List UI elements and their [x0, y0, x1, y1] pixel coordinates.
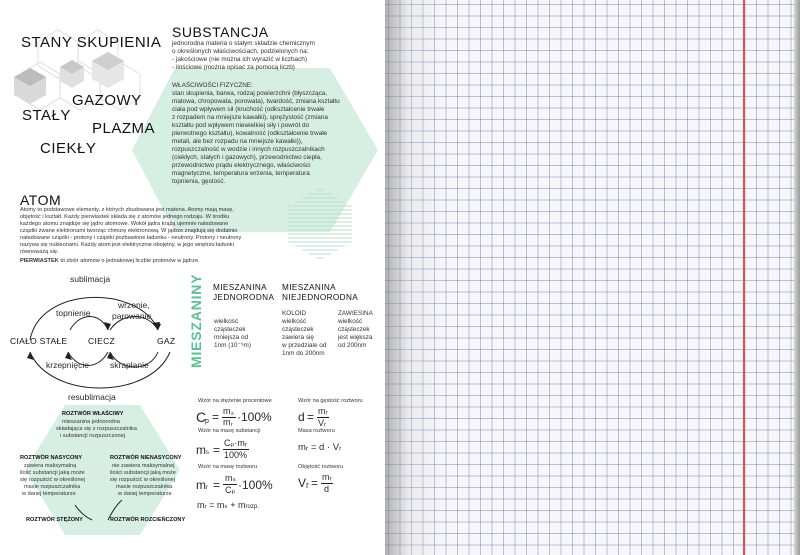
mr-numerator: mₛ: [225, 473, 236, 483]
cp-denominator-sub: r: [231, 422, 233, 428]
atom-line-6: nazywa się nukleonami. Każdy atom jest elektrycznie obojętny, w jego wnętrzu ładunki: [20, 242, 234, 248]
formula-masa-roztworu: [196, 472, 296, 498]
formula-objetosc: [298, 472, 358, 496]
zawiesina-line-5: od 200nm: [338, 342, 367, 349]
label-gaz: GAZ: [157, 336, 176, 346]
formula-4-label: Wzór na gęstość roztworu: [298, 398, 363, 404]
niejednorodna-title-2: NIEJEDNORODNA: [282, 293, 359, 302]
d-equals: =: [307, 410, 315, 424]
vr-denominator: d: [324, 484, 330, 494]
pierwiastek-label: PIERWIASTEK: [20, 258, 59, 264]
ms-equals: =: [213, 443, 221, 457]
formula-mr-sum: [197, 500, 259, 511]
wlasciwy-title: ROZTWÓR WŁAŚCIWY: [62, 411, 124, 417]
wlasciwosci-title: WŁAŚCIWOŚCI FIZYCZNE:: [172, 82, 253, 89]
label-skraplanie: skraplanie: [110, 360, 149, 370]
mr-sum-sub: rozp.: [245, 504, 259, 510]
cp-symbol: C: [196, 409, 207, 425]
cp-percent: ·100%: [237, 410, 272, 424]
jednorodna-desc-4: 1nm (10⁻⁹m): [214, 342, 252, 349]
substancja-line-2: o określonych właściwościach, podzielonych na:: [172, 48, 309, 55]
label-wrzenie: wrzenie,: [118, 300, 150, 310]
koloid-line-5: w przedziale od: [282, 342, 327, 349]
ms-denominator: 100%: [224, 450, 248, 460]
atom-line-7: równoważą się.: [20, 249, 59, 255]
formula-mr-dv: mᵣ = d · Vᵣ: [298, 442, 342, 453]
koloid-line-6: 1nm do 200nm: [282, 350, 325, 357]
ms-symbol: m: [196, 443, 206, 457]
zawiesina-line-1: ZAWIESINA: [338, 310, 373, 317]
nienasycony-line-1: nie zawiera maksymalnej: [112, 463, 175, 469]
vr-symbol: Vᵣ: [298, 476, 309, 490]
state-gazowy: GAZOWY: [72, 92, 142, 109]
formula-2-label: Wzór na masę substancji: [198, 428, 261, 434]
pierwiastek-definition: [20, 258, 200, 265]
label-topnienie: topnienie: [56, 308, 91, 318]
mr-equals: =: [213, 478, 221, 492]
formula-masa-substancji: [196, 437, 296, 463]
koloid-line-3: cząsteczek: [282, 326, 314, 333]
states-title: STANY SKUPIENIA: [21, 34, 162, 51]
wlasciwosci-line-12: topnienia, gęstość.: [172, 178, 226, 185]
atom-line-4: cząstki zwane elektronami tworząc chmurę elektronową. W jądrze znajdują się dodatnio: [20, 228, 238, 234]
pierwiastek-text: to zbiór atomów o jednakowej liczbie protonów w jądrze.: [60, 258, 200, 264]
koloid-line-4: zawiera się: [282, 334, 314, 341]
substancja-title: SUBSTANCJA: [172, 24, 269, 40]
mr-symbol: m: [196, 478, 206, 492]
wlasciwosci-line-8: rozpuszczalność w wodzie i innych rozpuszczalnikach: [172, 146, 325, 153]
wlasciwy-line-2: składająca się z rozpuszczalnika: [56, 426, 137, 432]
page-edge: [794, 0, 800, 555]
label-sublimacja: sublimacja: [70, 274, 111, 284]
atom-title: ATOM: [20, 192, 62, 208]
atom-line-2: objętość i kształt. Każdy pierwiastek składa się z atomów jednego rodzaju. W środku: [20, 214, 230, 220]
nienasycony-line-4: masie rozpuszczalnika: [116, 484, 173, 490]
wlasciwosci-line-10: przewodnictwo prądu elektrycznego, właściwości: [172, 162, 311, 169]
cp-numerator-sub: s: [231, 411, 234, 417]
wlasciwosci-line-6: pierwotnego kształtu), kowalność (odkształcenie trwałe: [172, 130, 328, 137]
mieszaniny-vertical-title: MIESZANINY: [188, 273, 204, 368]
state-ciekly: CIEKŁY: [40, 140, 97, 157]
jednorodna-desc-3: mniejsza od: [214, 334, 249, 341]
nasycony-title: ROZTWÓR NASYCONY: [20, 455, 83, 461]
jednorodna-title-2: JEDNORODNA: [213, 293, 275, 302]
vr-numerator: mᵣ: [322, 472, 332, 482]
label-parowanie: parowanie: [112, 311, 152, 321]
zawiesina-line-2: wielkość: [338, 318, 363, 325]
nienasycony-line-5: w danej temperaturze: [118, 491, 172, 497]
cp-denominator: m: [223, 417, 231, 427]
label-resublimacja: resublimacja: [68, 392, 116, 402]
ms-subscript: s: [206, 450, 209, 456]
formula-1-label: Wzór na stężenie procentowe: [198, 398, 272, 404]
stezony-label: ROZTWÓR STĘŻONY: [26, 517, 83, 523]
label-ciecz: CIECZ: [88, 336, 115, 346]
wlasciwosci-line-5: kształtu pod wpływem niewielkiej siły i powrót do: [172, 122, 310, 129]
wlasciwy-line-3: i substancji rozpuszczonej: [60, 433, 125, 439]
ms-numerator: Cₚ·mᵣ: [224, 438, 248, 448]
niejednorodna-title-1: MIESZANINA: [282, 283, 337, 292]
atom-line-5: naładowane cząstki - protony i cząstki pozbawione ładunku - neutrony. Protony i neutrony: [20, 235, 242, 241]
wlasciwosci-line-9: (ciekłych, stałych i gazowych), przewodnictwo ciepła,: [172, 154, 322, 161]
vr-equals: =: [311, 476, 319, 490]
wlasciwosci-line-4: z rozpadem na mniejsze kawałki), sprężystość (zmiana: [172, 114, 328, 121]
koloid-line-1: KOLOID: [282, 310, 307, 317]
d-symbol: d: [298, 410, 305, 424]
wlasciwosci-line-7: metali, ale bez rozpadu na mniejsze kawałki)),: [172, 138, 303, 145]
label-krzepniecie: krzepnięcie: [46, 360, 89, 370]
cp-subscript: p: [205, 418, 209, 425]
nasycony-line-2: ilość substancji jaką może: [20, 470, 85, 476]
state-staly: STAŁY: [22, 107, 71, 124]
atom-line-3: każdego atomu znajduje się jądro atomowe. Wokół jądra krążą ujemnie naładowane: [20, 221, 229, 227]
mr-denominator: Cₚ: [225, 485, 236, 495]
formula-6-label: Objętość roztworu: [298, 464, 344, 470]
nasycony-line-1: zawiera maksymalną: [24, 463, 77, 469]
koloid-line-2: wielkość: [282, 318, 307, 325]
nienasycony-title: ROZTWÓR NIENASYCONY: [110, 455, 182, 461]
cp-equals: =: [212, 410, 220, 424]
label-cialo-stale: CIAŁO STAŁE: [10, 336, 68, 346]
wlasciwy-line-1: mieszanina jednorodna: [62, 419, 120, 425]
nasycony-line-5: w danej temperaturze: [22, 491, 76, 497]
atom-line-1: Atomy to podstawowe elementy, z których zbudowana jest materia. Atomy mają masę,: [20, 207, 234, 213]
substancja-line-1: jednorodna materia o stałym składzie chemicznym: [172, 40, 315, 47]
substancja-line-4: - ilościowe (można opisać za pomocą liczb): [172, 64, 295, 71]
nienasycony-line-2: ilości substancji jaką może: [110, 470, 176, 476]
left-page: [0, 0, 392, 555]
nasycony-line-4: masie rozpuszczalnika: [24, 484, 81, 490]
wlasciwosci-line-11: magnetyczne, temperatura wrzenia, temperatura: [172, 170, 310, 177]
zawiesina-line-4: jest większa: [338, 334, 373, 341]
jednorodna-desc-2: cząsteczek: [214, 326, 246, 333]
formula-stezenie: [196, 407, 296, 429]
d-denominator: Vᵣ: [318, 418, 327, 428]
formula-5-label: Masa roztworu: [298, 428, 335, 434]
substancja-line-3: - jakościowe (nie można ich wyrazić w liczbach): [172, 56, 307, 63]
wlasciwosci-line-2: matowa, chropowata, porowata), twardość, zmiana kształtu: [172, 98, 340, 105]
jednorodna-desc-1: wielkość: [214, 318, 239, 325]
zawiesina-line-3: cząsteczek: [338, 326, 370, 333]
mr-percent: ·100%: [238, 478, 273, 492]
wlasciwosci-line-1: stan skupienia, barwa, rodzaj powierzchni (błyszcząca,: [172, 90, 328, 97]
grid-pattern: [385, 0, 800, 555]
d-numerator: mᵣ: [318, 406, 328, 416]
jednorodna-title-1: MIESZANINA: [213, 283, 268, 292]
formula-3-label: Wzór na masę roztworu: [198, 464, 258, 470]
formula-gestosc: [298, 406, 358, 430]
cp-numerator: m: [223, 406, 231, 416]
right-page-graph-paper: [385, 0, 800, 555]
state-plazma: PLAZMA: [92, 120, 156, 137]
mr-subscript: r: [206, 485, 208, 491]
nienasycony-line-3: się rozpuścić w określonej: [110, 477, 175, 483]
red-margin-line: [743, 0, 745, 555]
mr-sum-text: mᵣ = mₛ + m: [197, 500, 246, 510]
wlasciwosci-line-3: ciała pod wpływem sił (kruchość (odkształcenie trwałe: [172, 106, 325, 113]
nasycony-line-3: się rozpuścić w określonej: [20, 477, 85, 483]
page-fold-shadow: [385, 0, 445, 555]
rozcienczony-label: ROZTWÓR ROZCIEŃCZONY: [110, 517, 186, 523]
